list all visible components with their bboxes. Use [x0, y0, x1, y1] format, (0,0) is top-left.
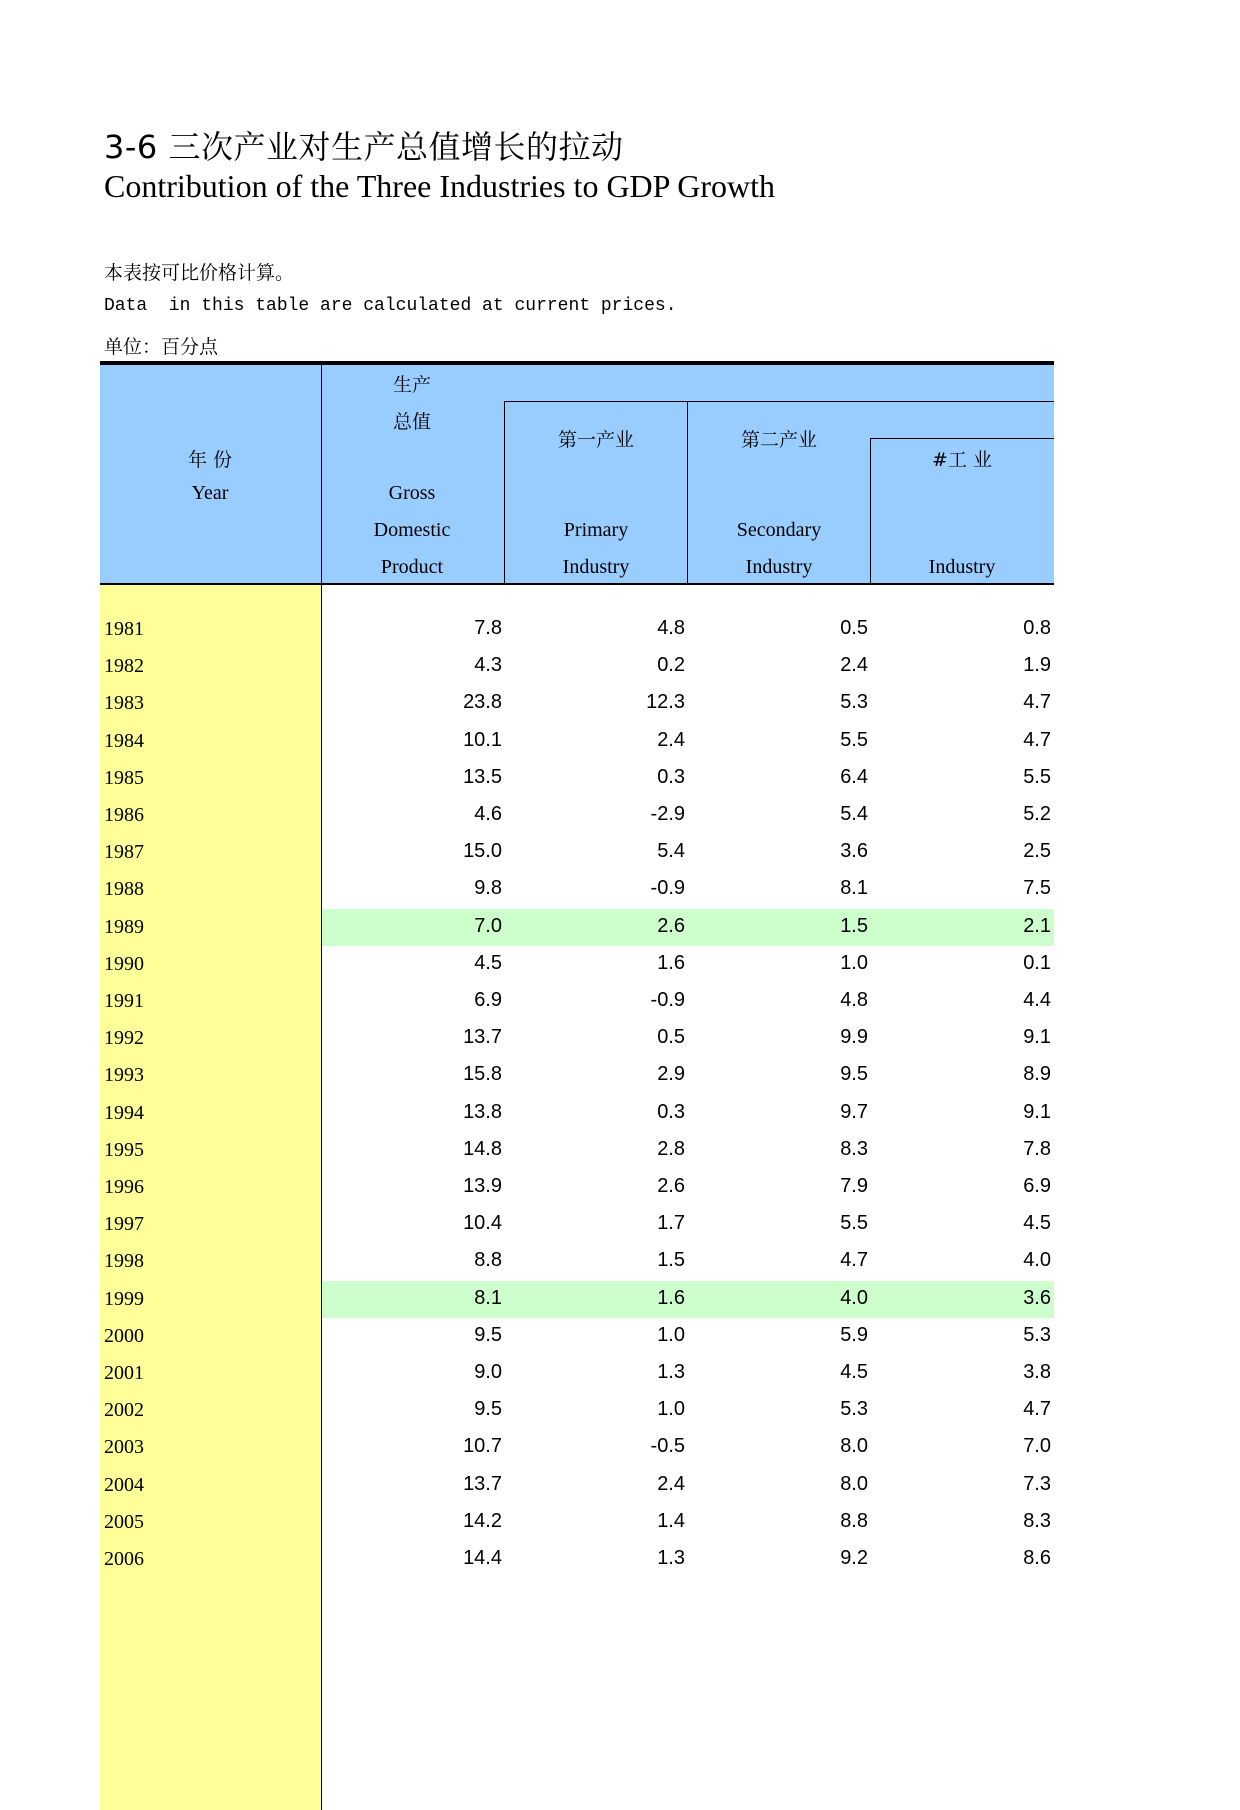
cell-industry: 8.9 [1023, 1063, 1051, 1086]
cell-secondary: 8.0 [840, 1472, 868, 1495]
cell-year: 1998 [104, 1250, 144, 1273]
cell-gdp: 8.1 [474, 1286, 502, 1309]
cell-primary: 12.3 [646, 691, 685, 714]
cell-primary: 5.4 [657, 840, 685, 863]
note-english: Data in this table are calculated at current prices. [104, 296, 677, 316]
cell-primary: 1.4 [657, 1509, 685, 1532]
cell-gdp: 15.0 [463, 840, 502, 863]
cell-year: 1995 [104, 1138, 144, 1161]
table-row [100, 1318, 1054, 1356]
note-chinese: 本表按可比价格计算。 [104, 262, 295, 284]
table-row [100, 1169, 1054, 1207]
cell-industry: 8.6 [1023, 1547, 1051, 1569]
cell-industry: 3.8 [1023, 1361, 1051, 1383]
cell-secondary: 8.1 [840, 877, 868, 900]
cell-primary: 1.6 [657, 1286, 685, 1309]
cell-industry: 0.1 [1023, 951, 1051, 974]
cell-gdp: 13.5 [463, 765, 502, 788]
cell-year: 2000 [104, 1324, 144, 1347]
cell-secondary: 5.3 [840, 1398, 868, 1421]
cell-industry: 7.8 [1023, 1137, 1051, 1160]
cell-year: 1992 [104, 1027, 144, 1050]
header-secondary-cn: 第二产业 [740, 429, 817, 451]
cell-secondary: 9.9 [840, 1026, 868, 1049]
page-title-chinese: 3-6 三次产业对生产总值增长的拉动 [104, 128, 624, 166]
cell-secondary: 3.6 [840, 840, 868, 863]
cell-secondary: 9.5 [840, 1063, 868, 1086]
cell-primary: 1.7 [657, 1212, 685, 1235]
table-row [100, 611, 1054, 649]
cell-gdp: 10.7 [463, 1435, 502, 1458]
cell-year: 1994 [104, 1101, 144, 1124]
cell-primary: -0.9 [650, 989, 685, 1011]
cell-industry: 7.0 [1023, 1435, 1051, 1458]
cell-year: 2002 [104, 1399, 144, 1422]
cell-industry: 2.5 [1023, 840, 1051, 863]
cell-industry: 0.8 [1023, 617, 1051, 639]
table-row [100, 871, 1054, 909]
cell-gdp: 14.8 [463, 1137, 502, 1160]
header-primary-en-1: Primary [563, 519, 629, 541]
table-row [100, 723, 1054, 761]
cell-year: 1991 [104, 990, 144, 1012]
cell-secondary: 5.5 [840, 728, 868, 751]
cell-secondary: 2.4 [840, 654, 868, 677]
cell-secondary: 4.5 [840, 1361, 868, 1383]
cell-primary: 0.5 [657, 1026, 685, 1049]
page-title-english: Contribution of the Three Industries to GDP Growth [104, 168, 776, 204]
cell-industry: 4.7 [1023, 1398, 1051, 1421]
cell-gdp: 15.8 [463, 1063, 502, 1086]
cell-gdp: 13.8 [463, 1100, 502, 1123]
table-row [100, 1057, 1054, 1095]
cell-primary: 0.3 [657, 765, 685, 788]
cell-year: 1986 [104, 804, 144, 826]
table-row [100, 760, 1054, 798]
header-gdp-en-3: Product [380, 556, 444, 578]
cell-year: 2006 [104, 1548, 144, 1570]
cell-gdp: 7.0 [474, 914, 502, 937]
cell-gdp: 9.8 [474, 877, 502, 900]
cell-industry: 7.3 [1023, 1472, 1051, 1495]
cell-secondary: 1.5 [840, 914, 868, 937]
table-header [100, 365, 1054, 583]
cell-industry: 5.3 [1023, 1323, 1051, 1346]
header-gdp-cn-2: 总值 [392, 411, 431, 433]
cell-industry: 4.5 [1023, 1212, 1051, 1235]
cell-gdp: 13.7 [463, 1472, 502, 1495]
header-divider [504, 401, 505, 583]
cell-industry: 3.6 [1023, 1286, 1051, 1309]
cell-gdp: 14.4 [463, 1547, 502, 1569]
cell-secondary: 5.9 [840, 1323, 868, 1346]
table-row [100, 648, 1054, 686]
cell-primary: -2.9 [650, 803, 685, 825]
table-row [100, 1206, 1054, 1244]
cell-industry: 5.2 [1023, 803, 1051, 825]
cell-year: 1981 [104, 618, 144, 640]
cell-secondary: 8.8 [840, 1509, 868, 1532]
cell-gdp: 8.8 [474, 1249, 502, 1272]
cell-gdp: 23.8 [463, 691, 502, 714]
table-row [100, 1355, 1054, 1393]
cell-secondary: 4.7 [840, 1249, 868, 1272]
cell-industry: 8.3 [1023, 1509, 1051, 1532]
cell-year: 1993 [104, 1064, 144, 1087]
header-primary-cn: 第一产业 [557, 429, 634, 451]
cell-gdp: 10.4 [463, 1212, 502, 1235]
cell-industry: 1.9 [1023, 654, 1051, 677]
table-row [100, 797, 1054, 835]
cell-industry: 2.1 [1023, 914, 1051, 937]
header-secondary-en-1: Secondary [736, 519, 822, 541]
cell-industry: 9.1 [1023, 1100, 1051, 1123]
cell-gdp: 13.9 [463, 1175, 502, 1197]
table-row [100, 1541, 1054, 1579]
cell-primary: 2.8 [657, 1137, 685, 1160]
header-divider [870, 438, 1054, 439]
cell-industry: 4.7 [1023, 728, 1051, 751]
table-row [100, 1095, 1054, 1133]
table-row [100, 1392, 1054, 1430]
cell-year: 2001 [104, 1362, 144, 1384]
header-primary-en-2: Industry [562, 556, 630, 578]
cell-industry: 7.5 [1023, 877, 1051, 900]
table-row [100, 1504, 1054, 1542]
header-divider [687, 401, 688, 583]
cell-secondary: 6.4 [840, 765, 868, 788]
cell-year: 1983 [104, 692, 144, 715]
cell-gdp: 6.9 [474, 989, 502, 1011]
header-year-en: Year [191, 482, 229, 504]
table-row [100, 1429, 1054, 1467]
cell-secondary: 5.4 [840, 803, 868, 825]
cell-primary: 2.4 [657, 1472, 685, 1495]
cell-primary: 1.6 [657, 951, 685, 974]
cell-year: 1999 [104, 1287, 144, 1310]
cell-gdp: 9.5 [474, 1323, 502, 1346]
header-divider [321, 365, 322, 583]
cell-secondary: 1.0 [840, 951, 868, 974]
table-row [100, 946, 1054, 984]
cell-industry: 4.7 [1023, 691, 1051, 714]
cell-year: 1996 [104, 1176, 144, 1198]
cell-gdp: 13.7 [463, 1026, 502, 1049]
cell-gdp: 4.3 [474, 654, 502, 677]
header-gdp-cn-1: 生产 [392, 374, 431, 396]
table-row [100, 685, 1054, 723]
cell-primary: 4.8 [657, 617, 685, 639]
table-row [100, 834, 1054, 872]
cell-secondary: 8.3 [840, 1137, 868, 1160]
cell-year: 2005 [104, 1510, 144, 1533]
cell-year: 2003 [104, 1436, 144, 1459]
cell-industry: 6.9 [1023, 1175, 1051, 1197]
cell-primary: 1.0 [657, 1323, 685, 1346]
table-row [100, 1020, 1054, 1058]
cell-year: 2004 [104, 1473, 144, 1496]
cell-gdp: 7.8 [474, 617, 502, 639]
cell-industry: 9.1 [1023, 1026, 1051, 1049]
table-row [100, 909, 1054, 947]
cell-primary: 1.0 [657, 1398, 685, 1421]
cell-secondary: 5.5 [840, 1212, 868, 1235]
cell-primary: 2.9 [657, 1063, 685, 1086]
cell-gdp: 4.5 [474, 951, 502, 974]
cell-secondary: 5.3 [840, 691, 868, 714]
unit-label: 单位：百分点 [104, 336, 219, 358]
cell-industry: 5.5 [1023, 765, 1051, 788]
cell-secondary: 7.9 [840, 1175, 868, 1197]
header-gdp-en-1: Gross [388, 482, 436, 504]
cell-year: 1989 [104, 915, 144, 938]
header-divider [870, 438, 871, 583]
table-row [100, 1281, 1054, 1319]
cell-year: 1984 [104, 729, 144, 752]
header-divider [504, 401, 1054, 402]
cell-year: 1982 [104, 655, 144, 678]
cell-year: 1997 [104, 1213, 144, 1236]
cell-gdp: 4.6 [474, 803, 502, 825]
cell-secondary: 9.7 [840, 1100, 868, 1123]
cell-primary: 2.4 [657, 728, 685, 751]
cell-primary: 1.5 [657, 1249, 685, 1272]
cell-gdp: 14.2 [463, 1509, 502, 1532]
header-industry-en: Industry [928, 556, 996, 578]
cell-primary: 0.3 [657, 1100, 685, 1123]
header-secondary-en-2: Industry [745, 556, 813, 578]
cell-secondary: 0.5 [840, 617, 868, 639]
cell-year: 1988 [104, 878, 144, 901]
cell-industry: 4.0 [1023, 1249, 1051, 1272]
cell-primary: 1.3 [657, 1547, 685, 1569]
cell-primary: -0.9 [650, 877, 685, 900]
header-industry-cn: #工 业 [932, 449, 992, 471]
cell-gdp: 9.5 [474, 1398, 502, 1421]
cell-primary: 0.2 [657, 654, 685, 677]
cell-gdp: 9.0 [474, 1361, 502, 1383]
cell-primary: 1.3 [657, 1361, 685, 1383]
cell-year: 1987 [104, 841, 144, 864]
cell-secondary: 4.0 [840, 1286, 868, 1309]
header-gdp-en-2: Domestic [373, 519, 451, 541]
cell-primary: 2.6 [657, 914, 685, 937]
cell-secondary: 8.0 [840, 1435, 868, 1458]
cell-industry: 4.4 [1023, 989, 1051, 1011]
cell-primary: 2.6 [657, 1175, 685, 1197]
cell-secondary: 9.2 [840, 1547, 868, 1569]
cell-gdp: 10.1 [463, 728, 502, 751]
header-year-cn: 年 份 [187, 449, 233, 471]
table-row [100, 983, 1054, 1021]
cell-secondary: 4.8 [840, 989, 868, 1011]
cell-year: 1985 [104, 766, 144, 789]
cell-year: 1990 [104, 952, 144, 975]
cell-primary: -0.5 [650, 1435, 685, 1458]
table-row [100, 1243, 1054, 1281]
table-row [100, 1467, 1054, 1505]
table-row [100, 1132, 1054, 1170]
